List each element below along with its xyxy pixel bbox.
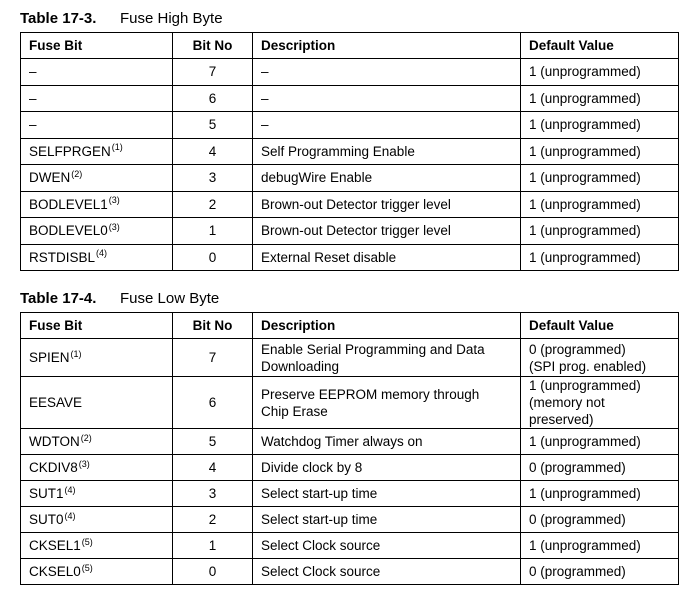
table-body [21,339,679,585]
default-value-cell [521,85,679,112]
fuse-bit-cell [21,165,173,192]
fuse-bit-name: – [29,64,37,80]
description-line: Downloading [261,358,340,374]
description-line: Select start-up time [261,512,378,527]
fuse-bit-cell [21,339,173,377]
footnote-ref: (3) [78,458,90,469]
fuse-bit-cell [21,138,173,165]
default-value-cell [521,377,679,429]
fuse-bit-cell [21,85,173,112]
footnote-ref: (3) [108,221,120,232]
table-row [21,59,679,86]
description-cell [253,138,521,165]
bit-no-cell: 4 [173,455,253,481]
fuse-bit-cell [21,377,173,429]
description-cell [253,112,521,139]
fuse-bit-name: WDTON [29,434,80,449]
fuse-bit-name: BODLEVEL1 [29,196,108,212]
description-cell [253,218,521,245]
table-row [21,244,679,271]
fuse-bit-cell [21,244,173,271]
description-line: – [261,64,269,80]
table-row [21,533,679,559]
default-value-cell [521,138,679,165]
description-line: Select Clock source [261,538,381,553]
bit-no-cell: 2 [173,507,253,533]
description-cell [253,59,521,86]
bit-no-cell: 2 [173,191,253,218]
default-value-line: 1 (unprogrammed) [529,249,641,265]
bit-no-cell: 4 [173,138,253,165]
description-line: Select start-up time [261,486,378,501]
header-row [21,313,679,339]
description-line: Enable Serial Programming and Data [261,341,485,357]
default-value-line: 1 (unprogrammed) [529,223,641,239]
fuse-bit-name: SUT0 [29,512,64,527]
default-value-line: 0 (programmed) [529,564,626,579]
description-cell [253,339,521,377]
fuse-bit-name: SELFPRGEN [29,143,111,159]
bit-no-cell: 5 [173,112,253,139]
table-row [21,218,679,245]
default-value-line: 1 (unprogrammed) [529,486,641,501]
footnote-ref: (4) [64,510,76,521]
table-row [21,191,679,218]
description-line: Divide clock by 8 [261,460,363,475]
default-value-cell [521,429,679,455]
table-row [21,138,679,165]
fuse-bit-cell [21,507,173,533]
fuse-bit-name: – [29,90,37,106]
footnote-ref: (4) [64,484,76,495]
fuse-bit-cell [21,533,173,559]
fuse-bit-name: – [29,117,37,133]
description-line: – [261,90,269,106]
default-value-cell [521,112,679,139]
header-bit-no: Bit No [173,313,253,339]
default-value-line: 1 (unprogrammed) [529,170,641,186]
default-value-line: 0 (programmed) [529,512,626,527]
description-cell [253,455,521,481]
table-row [21,112,679,139]
header-default-value: Default Value [521,313,679,339]
description-line: Chip Erase [261,403,328,419]
default-value-cell [521,244,679,271]
default-value-line: (memory not preserved) [529,395,605,427]
bit-no-cell: 6 [173,377,253,429]
table-row [21,429,679,455]
footnote-ref: (3) [108,195,120,206]
default-value-line: 1 (unprogrammed) [529,538,641,553]
fuse-bit-cell [21,112,173,139]
description-cell [253,377,521,429]
table-caption [20,8,678,32]
table-row [21,377,679,429]
fuse-bit-name: CKSEL1 [29,538,81,553]
default-value-line: 1 (unprogrammed) [529,143,641,159]
fuse-bit-cell [21,481,173,507]
bit-no-cell: 3 [173,481,253,507]
description-cell [253,429,521,455]
bit-no-cell: 6 [173,85,253,112]
footnote-ref: (1) [111,142,123,153]
description-line: debugWire Enable [261,170,373,186]
bit-no-cell: 3 [173,165,253,192]
fuse-bit-name: EESAVE [29,395,83,410]
description-line: Brown-out Detector trigger level [261,196,451,212]
description-cell [253,481,521,507]
description-line: Watchdog Timer always on [261,434,423,449]
description-cell [253,559,521,585]
default-value-line: 0 (programmed) [529,460,626,475]
fuse-low-byte-table [20,312,679,585]
default-value-line: 1 (unprogrammed) [529,196,641,212]
default-value-line: 1 (unprogrammed) [529,378,641,393]
default-value-cell [521,533,679,559]
table-row [21,455,679,481]
default-value-cell [521,191,679,218]
default-value-cell [521,339,679,377]
footnote-ref: (1) [70,348,82,359]
default-value-cell [521,59,679,86]
footnote-ref: (2) [80,432,92,443]
header-fuse-bit: Fuse Bit [21,33,173,59]
bit-no-cell: 0 [173,244,253,271]
description-cell [253,507,521,533]
description-line: Preserve EEPROM memory through [261,386,480,402]
bit-no-cell: 0 [173,559,253,585]
description-line: Select Clock source [261,564,381,579]
fuse-bit-cell [21,191,173,218]
description-cell [253,244,521,271]
footnote-ref: (5) [81,562,93,573]
default-value-cell [521,507,679,533]
fuse-bit-name: CKDIV8 [29,460,78,475]
fuse-high-byte-section [20,8,678,271]
default-value-line: 1 (unprogrammed) [529,434,641,449]
default-value-cell [521,455,679,481]
header-description: Description [253,313,521,339]
header-row [21,33,679,59]
table-title: Fuse Low Byte [120,290,220,307]
bit-no-cell: 1 [173,218,253,245]
table-number: Table 17-3. [20,10,97,27]
table-row [21,339,679,377]
fuse-low-byte-section [20,288,678,585]
header-bit-no: Bit No [173,33,253,59]
fuse-bit-name: SUT1 [29,486,64,501]
fuse-bit-name: RSTDISBL [29,249,96,265]
fuse-high-byte-table [20,32,679,271]
fuse-bit-name: SPIEN [29,350,70,365]
default-value-line: 1 (unprogrammed) [529,64,641,80]
fuse-bit-cell [21,59,173,86]
table-number: Table 17-4. [20,290,97,307]
default-value-line: 1 (unprogrammed) [529,117,641,133]
default-value-line: (SPI prog. enabled) [529,358,647,374]
description-line: External Reset disable [261,249,397,265]
description-line: Self Programming Enable [261,143,415,159]
default-value-cell [521,218,679,245]
footnote-ref: (2) [71,168,83,179]
default-value-cell [521,481,679,507]
bit-no-cell: 7 [173,59,253,86]
header-default-value: Default Value [521,33,679,59]
description-line: – [261,117,269,133]
table-row [21,507,679,533]
fuse-bit-cell [21,429,173,455]
fuse-bit-name: BODLEVEL0 [29,223,108,239]
footnote-ref: (4) [96,248,108,259]
table-row [21,85,679,112]
description-line: Brown-out Detector trigger level [261,223,451,239]
default-value-line: 1 (unprogrammed) [529,90,641,106]
table-row [21,559,679,585]
bit-no-cell: 1 [173,533,253,559]
fuse-bit-name: DWEN [29,170,71,186]
header-fuse-bit: Fuse Bit [21,313,173,339]
table-title: Fuse High Byte [120,10,223,27]
bit-no-cell: 5 [173,429,253,455]
fuse-bit-cell [21,218,173,245]
table-row [21,481,679,507]
fuse-bit-name: CKSEL0 [29,564,81,579]
default-value-line: 0 (programmed) [529,341,626,357]
default-value-cell [521,165,679,192]
footnote-ref: (5) [81,536,93,547]
table-body [21,59,679,271]
fuse-bit-cell [21,559,173,585]
description-cell [253,191,521,218]
bit-no-cell: 7 [173,339,253,377]
header-description: Description [253,33,521,59]
description-cell [253,533,521,559]
fuse-bit-cell [21,455,173,481]
table-row [21,165,679,192]
description-cell [253,85,521,112]
default-value-cell [521,559,679,585]
table-caption [20,288,678,312]
description-cell [253,165,521,192]
